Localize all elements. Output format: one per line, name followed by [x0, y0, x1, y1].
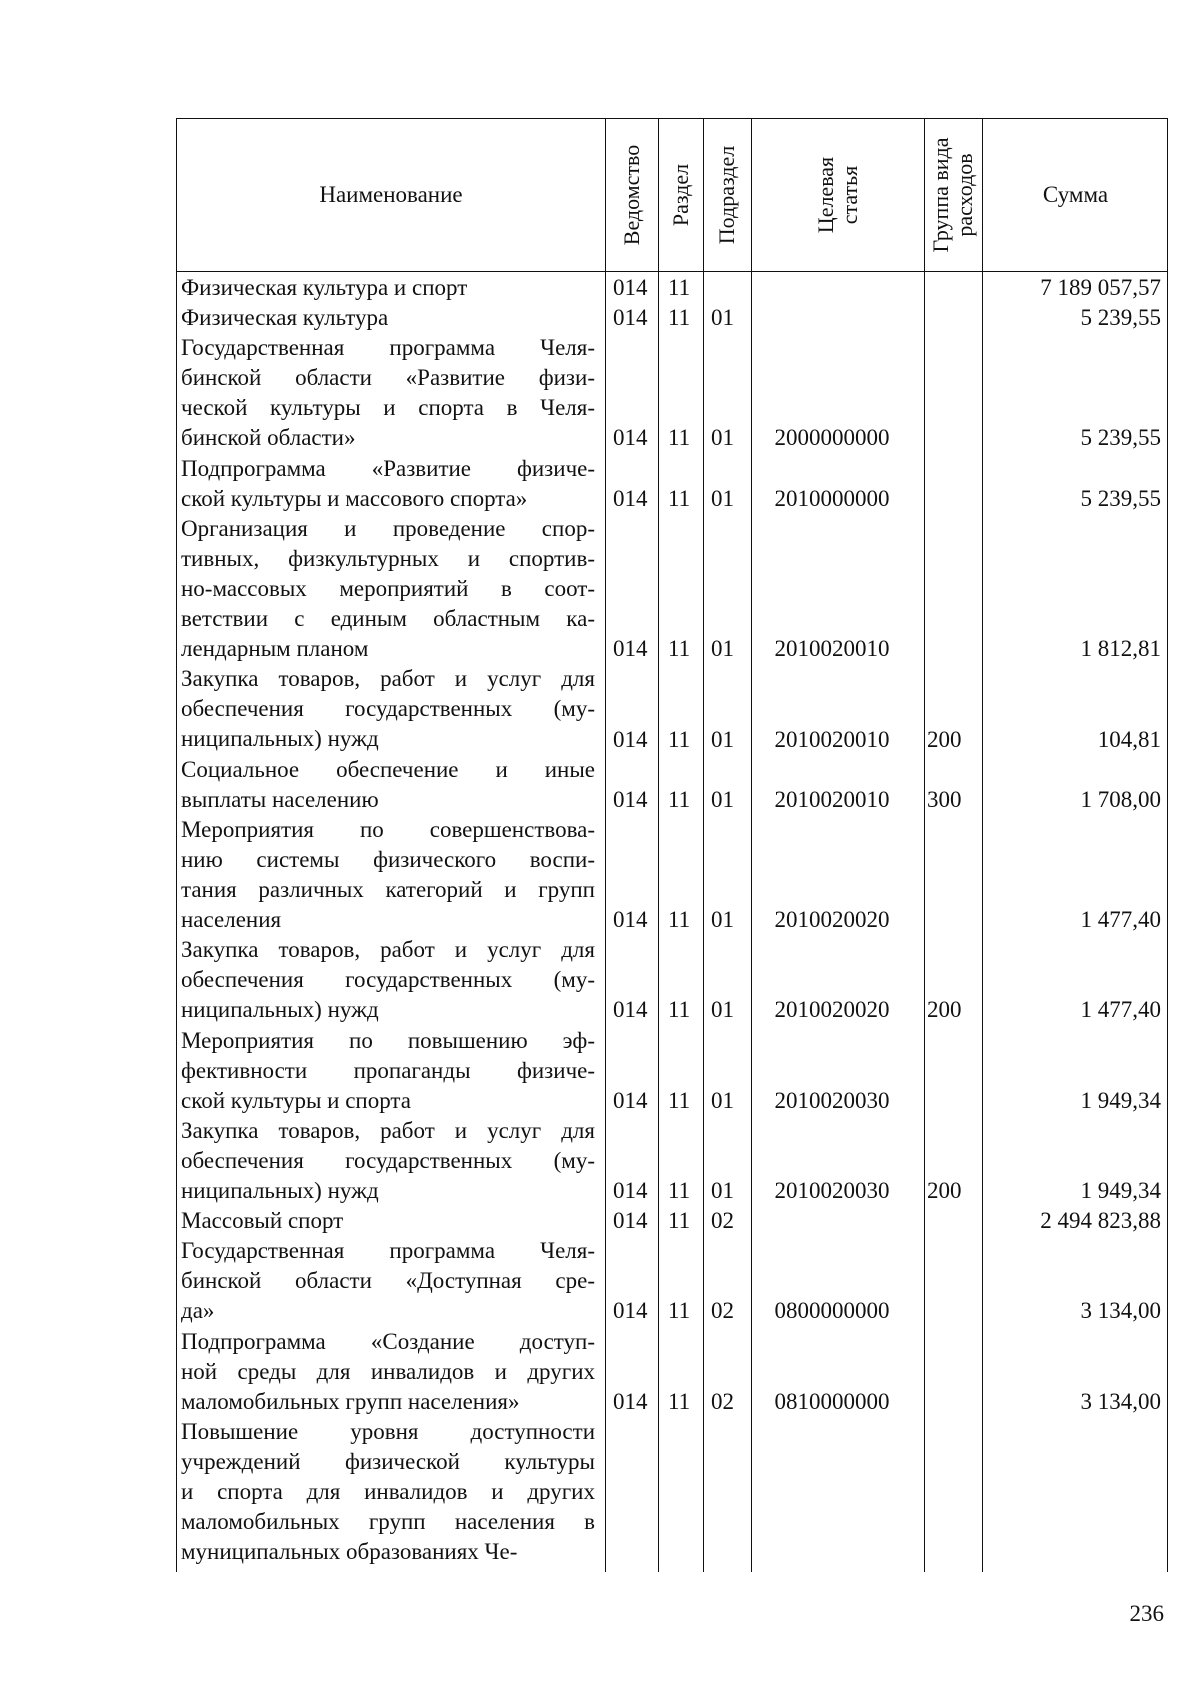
row-name-line: тания различных категорий и групп — [181, 876, 595, 902]
row-razdel: 11 — [668, 485, 691, 511]
header-summa: Сумма — [1042, 182, 1109, 207]
row-name-line: ной среды для инвалидов и других — [181, 1358, 595, 1384]
row-razdel: 11 — [668, 1208, 691, 1234]
table-row — [177, 1236, 1167, 1326]
row-name-line: Государственная программа Челя- — [181, 335, 595, 361]
row-summa: 1 949,34 — [1080, 1087, 1161, 1113]
row-vedomstvo: 014 — [613, 636, 648, 662]
row-razdel: 11 — [668, 907, 691, 933]
table-row — [177, 664, 1167, 754]
row-podrazdel: 02 — [711, 1298, 734, 1324]
row-name-line: обеспечения государственных (му- — [181, 967, 595, 993]
table-row — [177, 303, 1167, 333]
row-name — [181, 1116, 595, 1206]
row-podrazdel: 01 — [711, 907, 734, 933]
row-name-line: тивных, физкультурных и спортив- — [181, 545, 595, 571]
row-name-line: Физическая культура и спорт — [181, 275, 468, 300]
table-row — [177, 1417, 1167, 1568]
table-row — [177, 333, 1167, 453]
row-podrazdel: 02 — [711, 1208, 734, 1234]
row-celevaya-statya: 2010020020 — [774, 997, 890, 1023]
row-name — [181, 664, 595, 754]
row-name-line: маломобильных групп населения» — [181, 1388, 520, 1414]
row-name-line: Закупка товаров, работ и услуг для — [181, 937, 595, 963]
row-name — [181, 935, 595, 1025]
row-celevaya-statya: 2010000000 — [774, 485, 890, 511]
row-vedomstvo: 014 — [613, 726, 648, 752]
row-gruppa: 200 — [927, 1178, 962, 1203]
row-summa: 1 949,34 — [1080, 1178, 1161, 1203]
row-name-line: бинской области «Доступная сре- — [181, 1268, 595, 1294]
row-summa: 1 812,81 — [1080, 636, 1161, 662]
row-podrazdel: 01 — [711, 425, 734, 451]
row-vedomstvo: 014 — [613, 1388, 648, 1414]
row-name-line: учреждений физической культуры — [181, 1448, 595, 1474]
row-vedomstvo: 014 — [613, 485, 648, 511]
header-razdel: Раздел — [667, 163, 693, 227]
row-name-line: Государственная программа Челя- — [181, 1238, 595, 1264]
row-vedomstvo: 014 — [613, 305, 648, 331]
row-name-line: ниципальных) нужд — [181, 1177, 379, 1203]
table-row — [177, 273, 1167, 303]
row-podrazdel: 02 — [711, 1388, 734, 1414]
row-name-line: Закупка товаров, работ и услуг для — [181, 666, 595, 692]
table-row — [177, 815, 1167, 935]
row-name-line: Подпрограмма «Развитие физиче- — [181, 455, 595, 481]
row-name-line: ской культуры и спорта — [181, 1087, 411, 1113]
row-name-line: Социальное обеспечение и иные — [181, 756, 595, 782]
row-vedomstvo: 014 — [613, 997, 648, 1023]
row-podrazdel: 01 — [711, 1087, 734, 1113]
row-celevaya-statya: 2000000000 — [774, 425, 890, 451]
row-celevaya-statya: 0810000000 — [774, 1388, 890, 1414]
row-razdel: 11 — [668, 305, 691, 331]
table-row — [177, 1206, 1167, 1236]
page-number: 236 — [1129, 1601, 1164, 1626]
row-summa: 104,81 — [1097, 726, 1161, 752]
row-name — [181, 1206, 595, 1236]
row-celevaya-statya: 0800000000 — [774, 1298, 890, 1324]
row-name-line: населения — [181, 907, 282, 933]
row-name-line: Организация и проведение спор- — [181, 515, 595, 541]
row-vedomstvo: 014 — [613, 275, 648, 300]
row-vedomstvo: 014 — [613, 1087, 648, 1113]
row-celevaya-statya: 2010020020 — [774, 907, 890, 933]
row-name-line: лендарным планом — [181, 636, 369, 662]
row-summa: 1 477,40 — [1080, 907, 1161, 933]
row-name-line: Физическая культура — [181, 305, 389, 331]
row-summa: 2 494 823,88 — [1040, 1208, 1161, 1234]
row-gruppa: 200 — [927, 997, 962, 1023]
row-razdel: 11 — [668, 275, 691, 300]
row-podrazdel: 01 — [711, 1178, 734, 1203]
row-summa: 3 134,00 — [1080, 1388, 1161, 1414]
row-name — [181, 303, 595, 333]
table-row — [177, 935, 1167, 1025]
row-name-line: Массовый спорт — [181, 1208, 344, 1234]
row-podrazdel: 01 — [711, 726, 734, 752]
table-row — [177, 454, 1167, 514]
row-name — [181, 1236, 595, 1326]
row-summa: 5 239,55 — [1080, 305, 1161, 331]
table-row — [177, 1116, 1167, 1206]
row-name-line: да» — [181, 1298, 215, 1324]
row-podrazdel: 01 — [711, 997, 734, 1023]
row-name-line: бинской области «Развитие физи- — [181, 365, 595, 391]
row-summa: 5 239,55 — [1080, 425, 1161, 451]
row-vedomstvo: 014 — [613, 1298, 648, 1324]
row-celevaya-statya: 2010020010 — [774, 636, 890, 662]
row-razdel: 11 — [668, 1298, 691, 1324]
row-name-line: бинской области» — [181, 425, 356, 451]
row-gruppa: 200 — [927, 726, 962, 752]
row-razdel: 11 — [668, 636, 691, 662]
header-divider — [177, 271, 1167, 272]
row-razdel: 11 — [668, 1388, 691, 1414]
row-name-line: выплаты населению — [181, 786, 379, 812]
row-vedomstvo: 014 — [613, 425, 648, 451]
row-vedomstvo: 014 — [613, 1178, 648, 1203]
row-summa: 7 189 057,57 — [1040, 275, 1161, 300]
row-name-line: Закупка товаров, работ и услуг для — [181, 1117, 595, 1143]
row-razdel: 11 — [668, 726, 691, 752]
row-name-line: ниципальных) нужд — [181, 726, 379, 752]
table-row — [177, 514, 1167, 665]
row-celevaya-statya: 2010020010 — [774, 726, 890, 752]
row-name — [181, 333, 595, 453]
row-name-line: нию системы физического воспи- — [181, 846, 595, 872]
row-razdel: 11 — [668, 786, 691, 812]
row-podrazdel: 01 — [711, 485, 734, 511]
row-razdel: 11 — [668, 1178, 691, 1203]
row-name-line: ской культуры и массового спорта» — [181, 485, 528, 511]
row-name-line: обеспечения государственных (му- — [181, 1147, 595, 1173]
row-name-line: и спорта для инвалидов и других — [181, 1478, 595, 1504]
row-name — [181, 815, 595, 935]
row-summa: 1 708,00 — [1080, 786, 1161, 812]
row-razdel: 11 — [668, 425, 691, 451]
row-summa: 3 134,00 — [1080, 1298, 1161, 1324]
row-name — [181, 454, 595, 514]
row-name-line: ниципальных) нужд — [181, 997, 379, 1023]
row-name-line: фективности пропаганды физиче- — [181, 1057, 595, 1083]
row-name-line: Мероприятия по повышению эф- — [181, 1027, 595, 1053]
table-row — [177, 1327, 1167, 1417]
header-name: Наименование — [319, 182, 463, 207]
table-row — [177, 1026, 1167, 1116]
row-vedomstvo: 014 — [613, 907, 648, 933]
row-gruppa: 300 — [927, 786, 962, 812]
row-celevaya-statya: 2010020030 — [774, 1087, 890, 1113]
row-summa: 1 477,40 — [1080, 997, 1161, 1023]
row-razdel: 11 — [668, 997, 691, 1023]
row-name-line: маломобильных групп населения в — [181, 1509, 595, 1535]
row-name — [181, 514, 595, 664]
row-celevaya-statya: 2010020030 — [774, 1178, 890, 1203]
row-razdel: 11 — [668, 1087, 691, 1113]
row-name — [181, 1026, 595, 1116]
row-name — [181, 273, 595, 303]
row-celevaya-statya: 2010020010 — [774, 786, 890, 812]
row-name-line: Мероприятия по совершенствова- — [181, 816, 595, 842]
row-name-line: ческой культуры и спорта в Челя- — [181, 395, 595, 421]
row-name-line: но-массовых мероприятий в соот- — [181, 575, 595, 601]
row-name-line: Повышение уровня доступности — [181, 1418, 595, 1444]
header-gruppa-vida-rashodov: Группа вида расходов — [928, 137, 977, 253]
row-podrazdel: 01 — [711, 786, 734, 812]
row-summa: 5 239,55 — [1080, 485, 1161, 511]
row-name — [181, 755, 595, 815]
row-name-line: Подпрограмма «Создание доступ- — [181, 1328, 595, 1354]
row-name — [181, 1417, 595, 1567]
budget-table — [176, 118, 1168, 1572]
row-podrazdel: 01 — [711, 636, 734, 662]
header-vedomstvo: Ведомство — [618, 144, 644, 246]
row-vedomstvo: 014 — [613, 1208, 648, 1234]
row-podrazdel: 01 — [711, 305, 734, 331]
row-vedomstvo: 014 — [613, 786, 648, 812]
header-celevaya-statya: Целевая статья — [812, 156, 862, 234]
header-podrazdel: Подраздел — [714, 145, 739, 245]
row-name-line: обеспечения государственных (му- — [181, 696, 595, 722]
row-name — [181, 1327, 595, 1417]
row-name-line: ветствии с единым областным ка- — [181, 606, 595, 632]
table-row — [177, 755, 1167, 815]
row-name-line: муниципальных образованиях Че- — [181, 1539, 518, 1565]
